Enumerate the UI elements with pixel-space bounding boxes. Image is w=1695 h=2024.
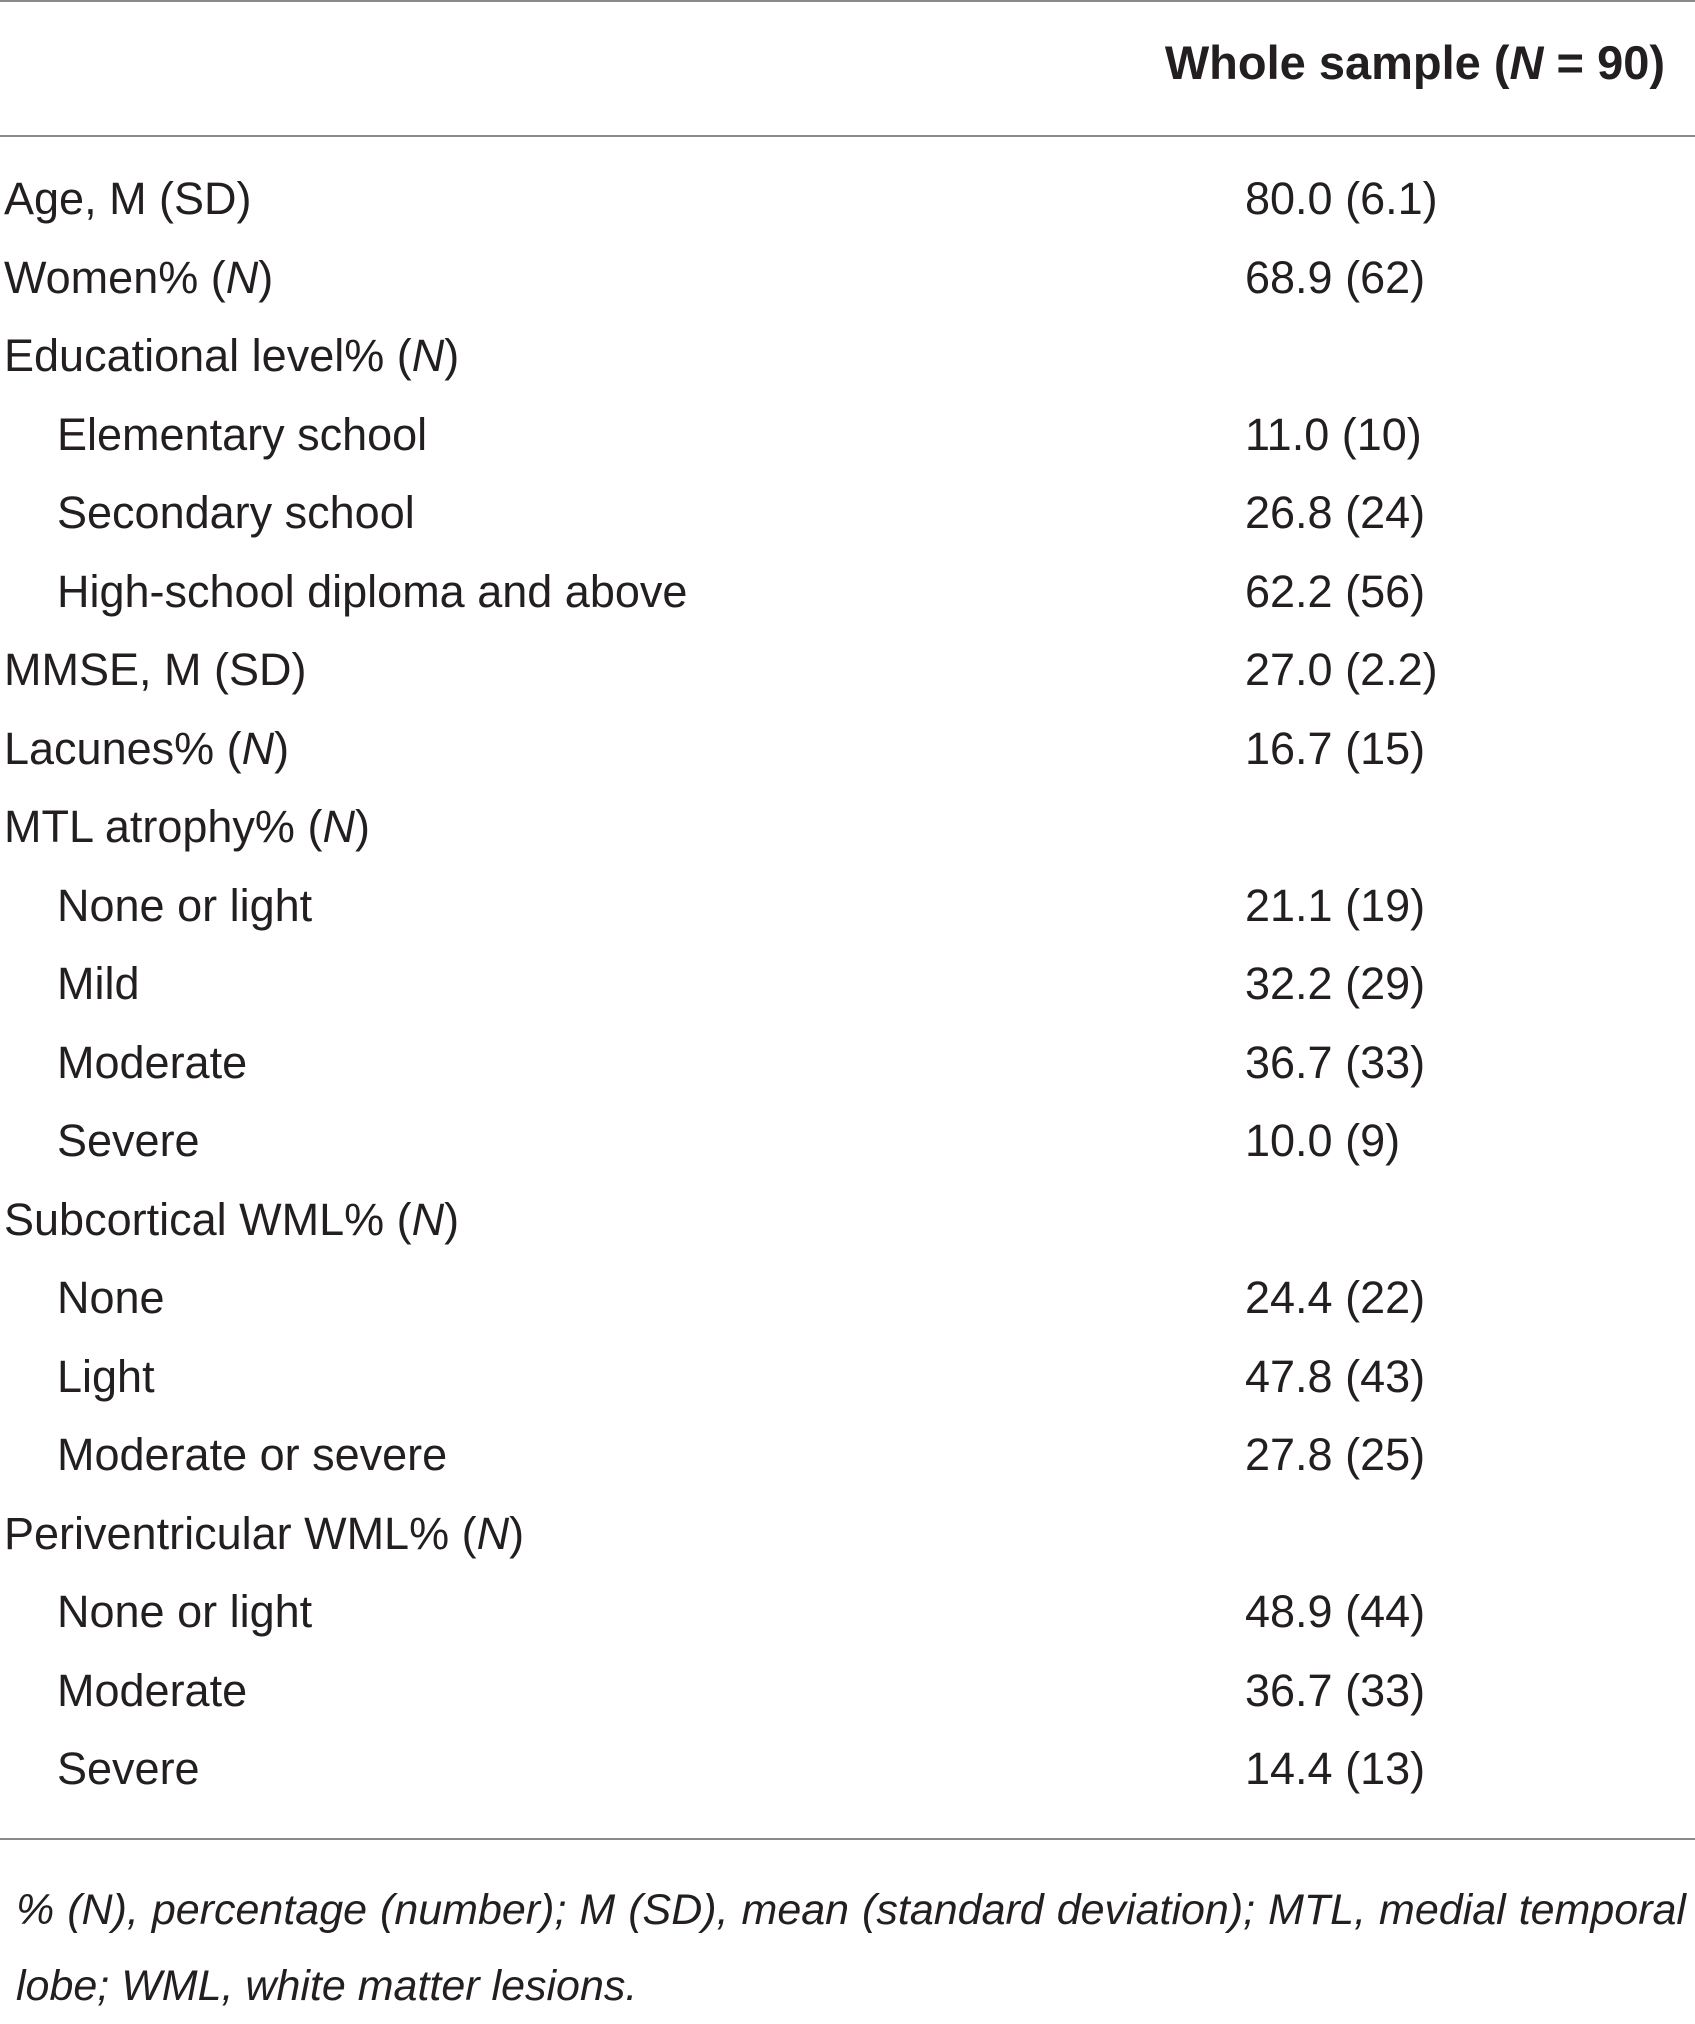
row-value: 27.8 (25) — [1245, 1429, 1426, 1480]
row-value: 80.0 (6.1) — [1245, 173, 1438, 224]
table-row-group — [0, 1181, 1695, 1260]
row-label: Moderate — [57, 1664, 248, 1716]
table-row — [0, 1024, 1695, 1103]
row-label: Light — [57, 1350, 155, 1402]
row-label: Severe — [57, 1115, 200, 1166]
row-value: 47.8 (43) — [1245, 1350, 1426, 1402]
row-label: None — [57, 1272, 165, 1323]
table-row — [0, 867, 1695, 946]
table-row — [0, 1730, 1695, 1809]
row-label: Educational level% (N) — [4, 330, 460, 381]
row-label: Elementary school — [57, 408, 428, 460]
row-value: 36.7 (33) — [1245, 1036, 1426, 1088]
row-label: None or light — [57, 879, 313, 931]
table-row-group — [0, 788, 1695, 867]
column-header-whole-sample — [1165, 30, 1665, 96]
table-row — [0, 396, 1695, 475]
row-label: Moderate or severe — [57, 1429, 448, 1480]
row-label: Subcortical WML% (N) — [4, 1193, 460, 1245]
table-row — [0, 710, 1695, 789]
column-header-n: N — [1509, 36, 1544, 89]
row-label: Women% (N) — [4, 251, 274, 303]
row-label: Lacunes% (N) — [4, 722, 290, 774]
table-row — [0, 474, 1695, 553]
row-label: MMSE, M (SD) — [4, 644, 307, 695]
row-value: 11.0 (10) — [1245, 408, 1422, 460]
table-row — [0, 160, 1695, 239]
row-value: 21.1 (19) — [1245, 879, 1426, 931]
column-header-suffix: = 90) — [1543, 36, 1665, 89]
row-value: 32.2 (29) — [1245, 958, 1426, 1009]
table-row — [0, 631, 1695, 710]
table-row — [0, 1652, 1695, 1731]
row-label: Age, M (SD) — [4, 173, 252, 224]
column-header-prefix: Whole sample ( — [1164, 36, 1510, 89]
table-row — [0, 1338, 1695, 1417]
table-top-rule — [0, 0, 1695, 2]
row-value: 27.0 (2.2) — [1245, 644, 1438, 695]
row-label: Severe — [57, 1743, 200, 1794]
row-label: Moderate — [57, 1036, 248, 1088]
table-row — [0, 1259, 1695, 1338]
table-row — [0, 1573, 1695, 1652]
table-row — [0, 1416, 1695, 1495]
table-row-group — [0, 1495, 1695, 1574]
table-row — [0, 239, 1695, 318]
row-value: 26.8 (24) — [1245, 487, 1426, 538]
table-row — [0, 945, 1695, 1024]
table-footnote: % (N), percentage (number); M (SD), mean (standard deviation); MTL, medial temporal lobe; WML, white matter lesions. — [16, 1886, 1686, 2010]
row-label: Secondary school — [57, 487, 415, 538]
row-label: MTL atrophy% (N) — [4, 801, 370, 852]
row-value: 68.9 (62) — [1245, 251, 1426, 303]
row-value: 16.7 (15) — [1245, 722, 1426, 774]
row-value: 10.0 (9) — [1245, 1115, 1401, 1166]
table-bottom-rule — [0, 1838, 1695, 1840]
row-value: 48.9 (44) — [1245, 1586, 1426, 1637]
table-row — [0, 553, 1695, 632]
row-value: 24.4 (22) — [1245, 1272, 1426, 1323]
row-value: 14.4 (13) — [1245, 1743, 1426, 1794]
row-label: Mild — [57, 958, 140, 1009]
table-row — [0, 1102, 1695, 1181]
row-label: Periventricular WML% (N) — [4, 1507, 525, 1559]
row-label: None or light — [57, 1586, 313, 1637]
header-rule — [0, 135, 1695, 137]
row-label: High-school diploma and above — [57, 565, 688, 617]
table-row-group — [0, 317, 1695, 396]
row-value: 62.2 (56) — [1245, 565, 1426, 617]
table-body — [0, 160, 1695, 1809]
row-value: 36.7 (33) — [1245, 1664, 1426, 1716]
